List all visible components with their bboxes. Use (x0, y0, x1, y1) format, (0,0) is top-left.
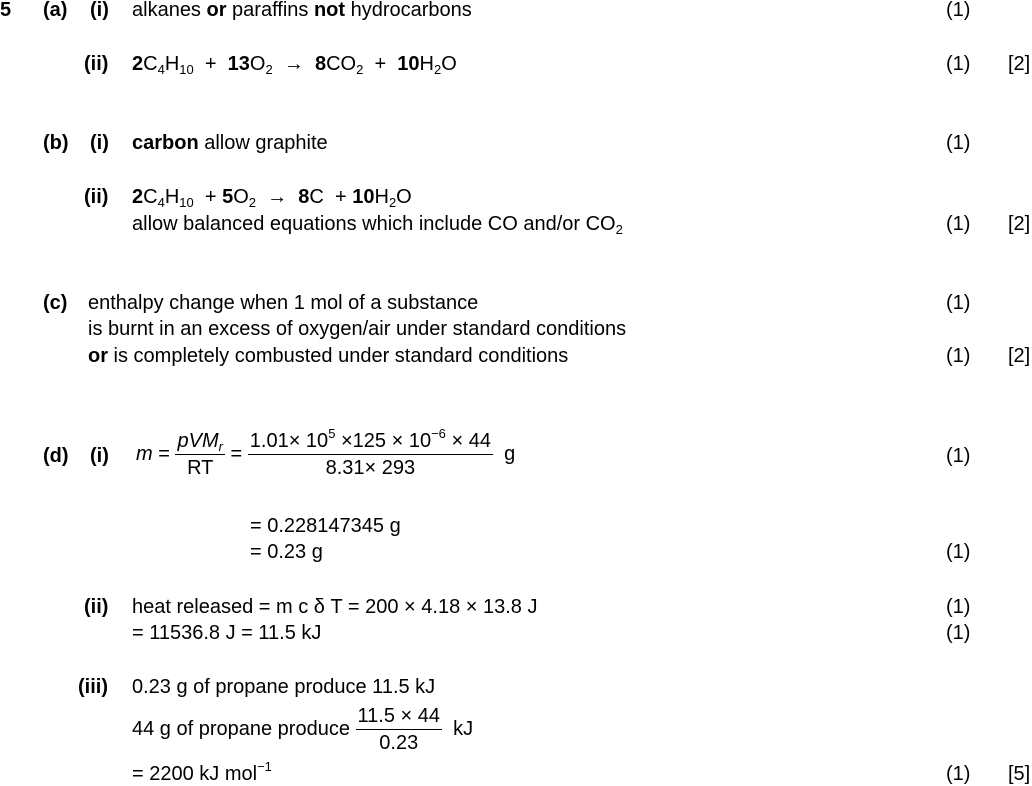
formula: H (164, 186, 180, 208)
answer-d-iii-line2 (132, 703, 473, 756)
coefficient: 5 (222, 186, 234, 208)
part-label-b: (b) (43, 132, 69, 154)
subpart-label-d-i: (i) (90, 445, 109, 467)
formula: H (419, 53, 434, 75)
total-c: [2] (1008, 345, 1031, 367)
unit: g (504, 443, 516, 465)
coefficient: 10 (352, 186, 375, 208)
subscript: 10 (179, 62, 194, 77)
variable-m: m (136, 443, 153, 465)
fraction-numerator (175, 428, 224, 455)
answer-c-line3 (88, 344, 568, 368)
note-text: allow balanced equations which include CO and/or CO (132, 213, 616, 235)
keyword-or: or (206, 0, 227, 21)
subpart-label-b-ii: (ii) (84, 186, 109, 208)
equals-sign: = (158, 443, 170, 465)
formula: H (164, 53, 180, 75)
keyword-carbon: carbon (132, 132, 199, 154)
fraction-energy (356, 703, 442, 756)
superscript: −1 (257, 759, 272, 774)
answer-c-line2: is burnt in an excess of oxygen/air under standard conditions (88, 318, 627, 340)
unit: kJ (453, 718, 474, 740)
subscript: 4 (157, 62, 165, 77)
formula: C (143, 186, 158, 208)
result-d-i-1: = 0.228147345 g (250, 515, 401, 537)
formula: CO (326, 53, 357, 75)
answer-text: = 2200 kJ mol (132, 763, 258, 785)
answer-b-i (132, 131, 328, 155)
superscript: 5 (328, 426, 336, 441)
question-number: 5 (0, 0, 12, 21)
formula: O (233, 186, 249, 208)
subscript: r (218, 439, 223, 454)
plus-sign: + (374, 53, 387, 75)
answer-d-iii-line3 (132, 759, 272, 786)
answer-c-line1: enthalpy change when 1 mol of a substance (88, 292, 479, 314)
mark-d-ii-1: (1) (946, 596, 971, 618)
coefficient: 2 (132, 186, 144, 208)
mark-a-i: (1) (946, 0, 971, 21)
subscript: 2 (248, 195, 257, 210)
subscript: 2 (265, 62, 273, 77)
subpart-label-b-i: (i) (90, 132, 109, 154)
arrow-icon: → (267, 186, 288, 208)
coefficient: 8 (314, 53, 327, 75)
equals-sign: = (230, 443, 243, 465)
mark-c-1: (1) (946, 292, 971, 314)
result-d-i-2: = 0.23 g (250, 541, 323, 563)
subpart-label-d-ii: (ii) (84, 596, 109, 618)
formula: O (249, 53, 266, 75)
superscript: −6 (431, 426, 446, 441)
mark-b-i: (1) (946, 132, 971, 154)
mark-d-iii: (1) (946, 763, 971, 785)
answer-text: 44 g of propane produce (132, 718, 356, 740)
mark-d-i-1: (1) (946, 445, 971, 467)
formula: O (396, 186, 412, 208)
subpart-label-d-iii: (iii) (78, 676, 108, 698)
fraction-denominator: 0.23 (379, 732, 419, 754)
plus-sign: + (204, 53, 217, 75)
numerator-text: × 44 (445, 430, 491, 452)
mark-a-ii: (1) (946, 53, 971, 75)
part-label-a: (a) (43, 0, 68, 21)
fraction-numerator (248, 428, 493, 455)
fraction-denominator: RT (187, 457, 214, 479)
answer-d-ii-line2: = 11536.8 J = 11.5 kJ (132, 622, 322, 644)
keyword-or: or (88, 345, 108, 367)
subscript: 2 (433, 62, 442, 77)
subpart-label-a-ii: (ii) (84, 53, 109, 75)
mark-d-i-2: (1) (946, 541, 971, 563)
arrow-icon: → (283, 53, 304, 75)
equation-b-ii (132, 185, 412, 209)
subscript: 2 (615, 222, 623, 237)
subscript: 4 (157, 195, 165, 210)
mark-d-ii-2: (1) (946, 622, 971, 644)
plus-sign: + (204, 186, 217, 208)
plus-sign: + (334, 186, 347, 208)
total-d: [5] (1008, 763, 1031, 785)
formula: H (374, 186, 389, 208)
formula: C (309, 186, 324, 208)
note-b-ii (132, 212, 623, 236)
subscript: 2 (388, 195, 397, 210)
answer-text: hydrocarbons (345, 0, 472, 21)
formula: O (441, 53, 457, 75)
subscript: 10 (179, 195, 194, 210)
answer-text: alkanes (132, 0, 207, 21)
subpart-label-a-i: (i) (90, 0, 109, 21)
part-label-c: (c) (43, 292, 68, 314)
numerator-text: ×125 × 10 (335, 430, 432, 452)
coefficient: 8 (298, 186, 310, 208)
fraction-denominator: 8.31× 293 (325, 457, 416, 479)
coefficient: 2 (132, 53, 144, 75)
answer-text: paraffins (226, 0, 314, 21)
answer-d-ii-line1: heat released = m c δ T = 200 × 4.18 × 13.8 J (132, 596, 538, 618)
part-label-d: (d) (43, 445, 69, 467)
fraction-pvm-rt (175, 428, 224, 481)
formula-d-i (136, 428, 515, 481)
fraction-numerator: 11.5 × 44 (356, 703, 442, 730)
numerator-text: pVM (177, 430, 219, 452)
coefficient: 10 (397, 53, 420, 75)
total-a: [2] (1008, 53, 1031, 75)
answer-a-i (132, 0, 472, 22)
answer-text: allow graphite (198, 132, 328, 154)
numerator-text: 1.01× 10 (249, 430, 329, 452)
mark-b-ii: (1) (946, 213, 971, 235)
total-b: [2] (1008, 213, 1031, 235)
answer-d-iii-line1: 0.23 g of propane produce 11.5 kJ (132, 676, 436, 698)
mark-c-2: (1) (946, 345, 971, 367)
fraction-substitution (248, 428, 493, 481)
coefficient: 13 (227, 53, 250, 75)
answer-text: is completely combusted under standard conditions (108, 345, 569, 367)
formula: C (143, 53, 158, 75)
keyword-not: not (313, 0, 346, 21)
subscript: 2 (356, 62, 364, 77)
equation-a-ii (132, 52, 457, 76)
